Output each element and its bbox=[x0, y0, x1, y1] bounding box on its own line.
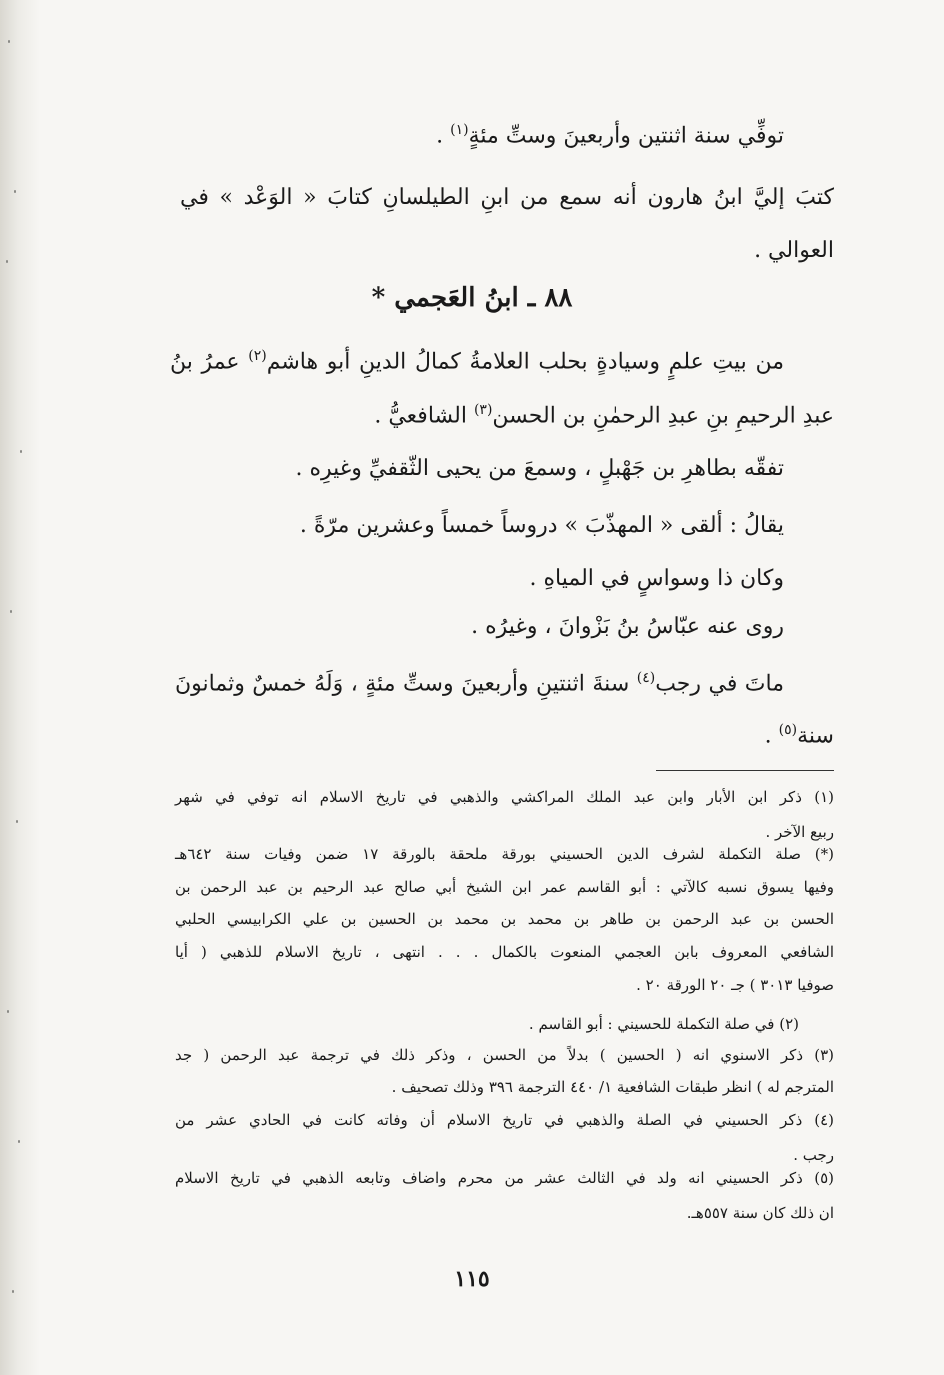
footnote-star-line-2: وفيها يسوق نسبه كالآتي : أبو القاسم عمر ابن الشيخ أبي صالح عبد الرحيم بن عبد الرحمن بن bbox=[175, 878, 834, 896]
footnote-1-line-2: ربيع الآخر . bbox=[765, 823, 834, 841]
body-line-1: توفِّي سنة اثنتين وأربعينَ وستِّ مئةٍ$^{(١)}$ . bbox=[436, 122, 784, 149]
footnote-4-line-2: رجب . bbox=[793, 1146, 834, 1164]
footnote-ref-2: (٢) bbox=[248, 348, 267, 364]
footnote-5-line-1: (٥) ذكر الحسيني انه ولد في الثالث عشر من محرم واضاف وتابعه الذهبي في تاريخ الاسلام bbox=[175, 1169, 834, 1187]
body-line-2: كتبَ إليَّ ابنُ هارون أنه سمع من ابنِ الطيلسانِ كتابَ « الوَعْد » في bbox=[180, 185, 834, 210]
page-edge-scan bbox=[0, 0, 40, 1375]
bio-line-8: سنة$^{(٥)}$ . bbox=[764, 722, 834, 749]
footnote-ref-3: (٣) bbox=[473, 402, 493, 418]
footnote-separator bbox=[656, 770, 834, 771]
footnote-star-line-1: (*) صلة التكملة لشرف الدين الحسيني بورقة ملحقة بالورقة ١٧ ضمن وفيات سنة ٦٤٢هـ bbox=[175, 845, 834, 863]
footnote-ref-1: (١) bbox=[450, 122, 469, 138]
footnote-3-line-2: المترجم له ) انظر طبقات الشافعية ١/ ٤٤٠ الترجمة ٣٩٦ وذلك تصحيف . bbox=[391, 1078, 834, 1096]
bio-line-2: عبدِ الرحيمِ بنِ عبدِ الرحمٰنِ بن الحسن$^{(٣)}$ الشافعيُّ . bbox=[374, 402, 834, 429]
bio-line-3: تفقّه بطاهرِ بن جَهْبلٍ ، وسمعَ من يحيى الثّقفيِّ وغيرِه . bbox=[295, 456, 784, 481]
footnote-ref-4: (٤) bbox=[636, 670, 656, 686]
bio-line-7: ماتَ في رجب$^{(٤)}$ سنةَ اثنتينِ وأربعينَ وستِّ مئةٍ ، وَلَهُ خمسٌ وثمانونَ bbox=[175, 670, 784, 697]
page-number: ١١٥ bbox=[454, 1266, 490, 1292]
footnote-1-line-1: (١) ذكر ابن الأبار وابن عبد الملك المراكشي والذهبي في تاريخ الاسلام انه توفي في شهر bbox=[175, 788, 834, 806]
footnote-2: (٢) في صلة التكملة للحسيني : أبو القاسم . bbox=[528, 1015, 799, 1033]
bio-line-1: من بيتِ علمٍ وسيادةٍ بحلب العلامةُ كمالُ الدينِ أبو هاشم$^{(٢)}$ عمرُ بنُ bbox=[170, 348, 785, 375]
bio-line-5: وكان ذا وسواسٍ في المياهِ . bbox=[529, 566, 784, 591]
entry-heading: ٨٨ ـ ابنُ العَجمي * bbox=[371, 283, 573, 313]
bio-line-6: روى عنه عبّاسُ بنُ بَزْوانَ ، وغيرُه . bbox=[471, 614, 784, 639]
footnote-star-line-4: الشافعي المعروف بابن العجمي المنعوت بالكمال . . . انتهى ، تاريخ الاسلام للذهبي ( أيا bbox=[175, 943, 834, 961]
body-line-3: العوالي . bbox=[754, 238, 834, 263]
footnote-star-line-3: الحسن بن عبد الرحمن بن طاهر بن محمد بن محمد بن الحسين بن علي الكرابيسي الحلبي bbox=[175, 910, 834, 928]
footnote-5-line-2: ان ذلك كان سنة ٥٥٧هـ. bbox=[686, 1204, 834, 1222]
footnote-ref-5: (٥) bbox=[778, 722, 798, 738]
bio-line-4: يقالُ : ألقى « المهذّبَ » دروساً خمساً وعشرين مرّةً . bbox=[299, 513, 784, 538]
footnote-4-line-1: (٤) ذكر الحسيني في الصلة والذهبي في تاريخ الاسلام أن وفاته كانت في الحادي عشر من bbox=[175, 1111, 834, 1129]
footnote-star-line-5: صوفيا ٣٠١٣ ) جـ ٢٠ الورقة ٢٠ . bbox=[636, 976, 834, 994]
footnote-3-line-1: (٣) ذكر الاسنوي انه ( الحسين ) بدلاً من الحسن ، وذكر ذلك في ترجمة عبد الرحمن ( جد bbox=[175, 1046, 834, 1064]
